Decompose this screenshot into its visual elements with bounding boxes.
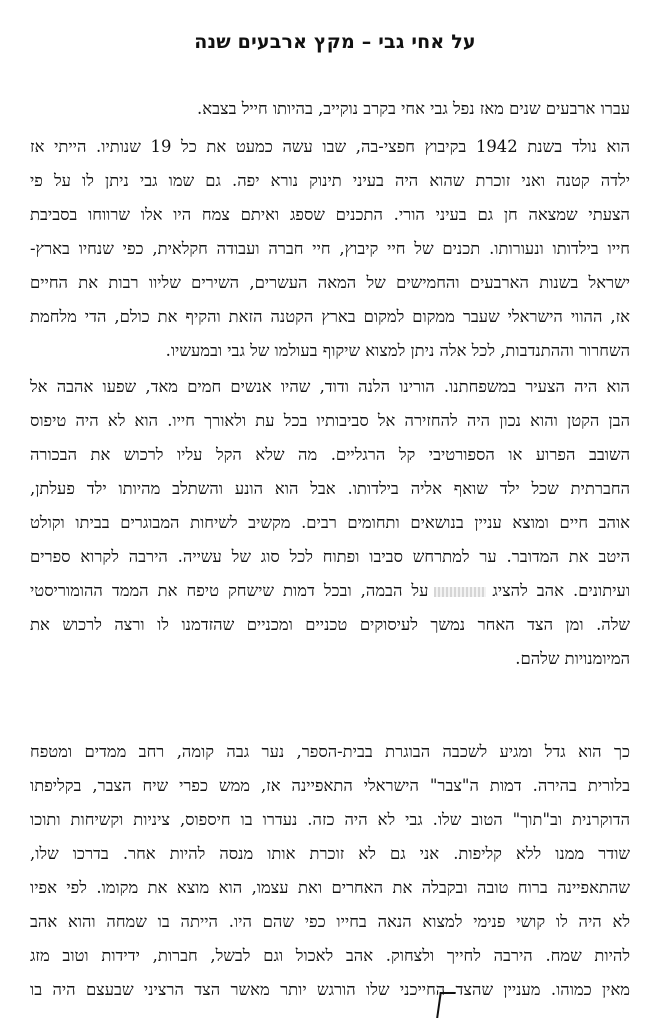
- paragraph-line: שודר ממנו ללא קליפות. אני גם לא זוכרת אותו מנסה להיות אחר. בדרכו שלו,: [30, 844, 630, 863]
- paragraph-line: הצעתי שמצאה חן גם בעיני הורי. התכנים שספג ואיתם צמח היו אלו שרווחו בסביבת: [30, 205, 630, 224]
- paragraph-line: השובב הפרוע או הספורטיבי קל הרגליים. מה שלא הקל עליו לרכוש את הבכורה: [30, 445, 630, 464]
- paragraph-line: שהתאפיינה ברוח טובה ובקבלה את האחרים ואת עצמו, הוא מוצא את מקומו. לפי אפיו: [30, 878, 630, 897]
- paragraph-line: הבן הקטן והוא נכון היה להחזירה אל סביבותיו בכל עת ולאורך חייו. הוא לא היה טיפוס: [30, 411, 630, 430]
- paragraph-youth: [30, 735, 630, 1007]
- paragraph-family: [30, 370, 630, 676]
- paragraph-line: שלה. ומן הצד האחר נמשך לעיסוקים טכניים ומכניים שהזדמנו לו ורצה לרכוש את: [30, 615, 630, 634]
- paragraph-childhood: [30, 130, 630, 368]
- handwritten-mark: [436, 992, 456, 1018]
- paragraph-line: הוא נולד בשנת 1942 בקיבוץ חפצי-בה, שבו עשה כמעט את כל 19 שנותיו. הייתי אז: [30, 137, 630, 156]
- paragraph-line: בלורית בהירה. דמות ה"צבר" הישראלי התאפיינה אז, ממש כפרי שיח הצבר, בקליפתו: [30, 776, 630, 795]
- line-segment: על הבמה, ובכל דמות שישחק טיפח את הממד ההומוריסטי: [30, 581, 429, 600]
- paragraph-line: עברו ארבעים שנים מאז נפל גבי אחי בקרב נוקייב, בהיותו חייל בצבא.: [197, 99, 630, 118]
- smudged-text-mark: [434, 587, 486, 597]
- paragraph-line: כך הוא גדל ומגיע לשכבה הבוגרת בבית-הספר, נער גבה קומה, רחב ממדים ומטפח: [30, 742, 630, 761]
- paragraph-line: המיומנויות שלהם.: [515, 649, 630, 668]
- paragraph-line: חייו בילדותו ונעורותו. תכנים של חיי קיבוץ, חיי חברה ועבודה חקלאית, כפי שנחיו בארץ-: [30, 239, 630, 258]
- paragraph-line: ישראל בשנות הארבעים והחמישים של המאה העשרים, השירים שליוו רבות את החיים: [30, 273, 630, 292]
- paragraph-line: אז, ההווי הישראלי שעבר ממקום למקום בארץ הקטנה הזאת והקיף את כולם, הדי מלחמת: [30, 307, 630, 326]
- paragraph-line: החברתית שכל ילד שואף אליה בילדותו. אבל הוא הונע והשתלב מהיותו ילד פעלתן,: [30, 479, 630, 498]
- paragraph-intro: [30, 92, 630, 126]
- paragraph-line: הדוקרנית וב"תוך" הטוב שלו. גבי לא היה כזה. נעדרו בו חיספוס, ציניות וקשיחות ותוכו: [30, 810, 630, 829]
- paragraph-line: הוא היה הצעיר במשפחתנו. הורינו הלנה ודוד, שהיו אנשים חמים מאד, שפעו אהבה אל: [30, 377, 630, 396]
- paragraph-line: להיות שמח. הירבה לחייך ולצחוק. אהב לאכול וגם לבשל, חברות, ידידות וטוב מזג: [30, 946, 630, 965]
- paragraph-line: השחרור וההתנדבות, לכל אלה ניתן למצוא שיקוף בעולמו של גבי ובמעשיו.: [165, 341, 630, 360]
- paragraph-line-with-smudge: [30, 574, 630, 608]
- paragraph-line: לא היה לו קושי פנימי למצוא הנאה בחייו כפי שהם היו. הייתה בו שמחה והוא אהב: [30, 912, 630, 931]
- paragraph-line: אוהב חיים ומוצא עניין בנושאים ותחומים רבים. מקשיב לשיחות המבוגרים בביתו וקולט: [30, 513, 630, 532]
- paragraph-line: היטב את המדובר. ער למתרחש סביבו ופתוח לכל סוג של עשייה. הירבה לקרוא ספרים: [30, 547, 630, 566]
- document-title: על אחי גבי – מקץ ארבעים שנה: [194, 31, 476, 53]
- line-segment: ועיתונים. אהב להציג: [492, 581, 631, 600]
- paragraph-line: מאין כמוהו. מעניין שהצד החייכני שלו הורגש יותר מאשר הצד הרציני שבעצם היה בו: [30, 980, 630, 999]
- paragraph-line: ילדה קטנה ואני זוכרת שהוא היה בעיני תינוק נורא יפה. גם שמו גבי ניתן לו על פי: [30, 171, 630, 190]
